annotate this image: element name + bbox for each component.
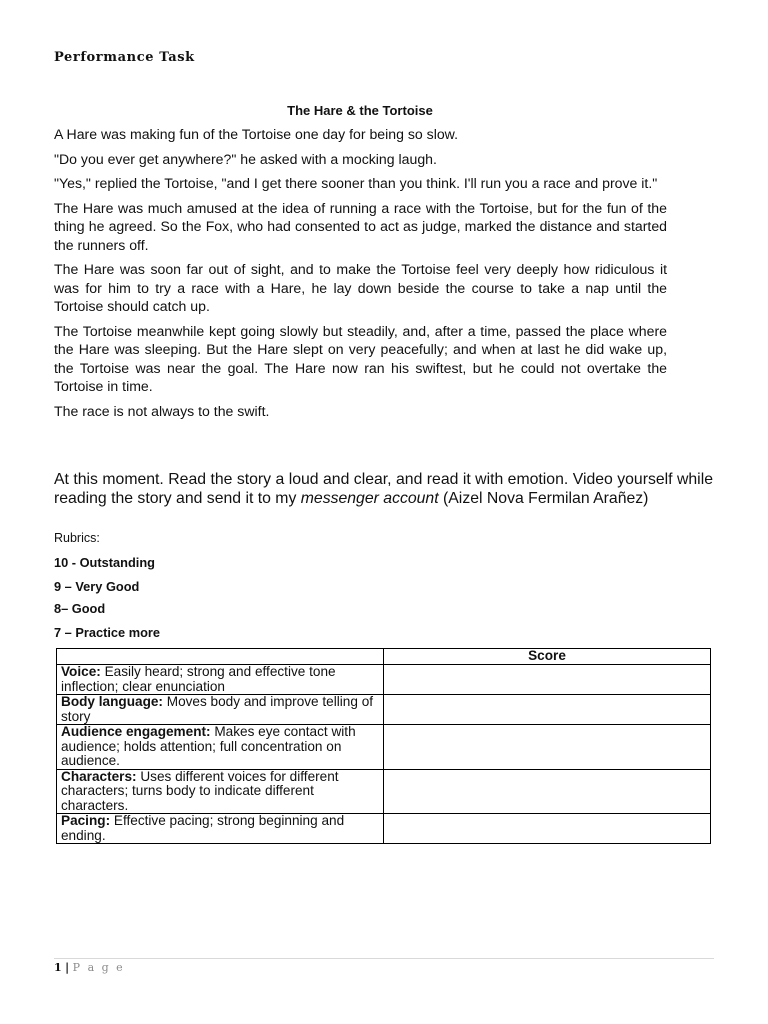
criterion-label: Audience engagement: xyxy=(61,724,211,739)
criterion-description: Effective pacing; strong beginning and ending. xyxy=(61,813,345,843)
criterion-cell xyxy=(57,665,384,695)
rubric-level-good: 8– Good xyxy=(54,601,106,616)
score-cell[interactable] xyxy=(384,814,711,844)
page-footer xyxy=(54,961,125,974)
page-heading: Performance Task xyxy=(54,50,195,65)
footer-separator: | xyxy=(65,961,70,974)
criterion-description: Uses different voices for different characters; turns body to indicate different characters. xyxy=(61,768,339,813)
criterion-label: Body language: xyxy=(61,694,163,709)
criterion-description: Easily heard; strong and effective tone inflection; clear enunciation xyxy=(61,664,336,694)
instruction-emphasis: messenger account xyxy=(300,490,439,507)
rubric-level-very-good: 9 – Very Good xyxy=(54,579,140,594)
table-row xyxy=(57,665,711,695)
table-header-row xyxy=(57,649,711,665)
criterion-cell xyxy=(57,725,384,770)
criterion-label: Pacing: xyxy=(61,813,111,828)
criterion-description: Moves body and improve telling of story xyxy=(61,694,374,724)
score-header: Score xyxy=(384,649,711,665)
table-row xyxy=(57,725,711,770)
criterion-cell xyxy=(57,814,384,844)
rubrics-label: Rubrics: xyxy=(54,531,100,545)
footer-divider xyxy=(54,958,714,959)
story-paragraph: "Yes," replied the Tortoise, "and I get there sooner than you think. I'll run you a race and prove it." xyxy=(54,175,658,191)
story-paragraph: The race is not always to the swift. xyxy=(54,402,270,419)
task-instruction xyxy=(54,470,713,508)
rubric-level-outstanding: 10 - Outstanding xyxy=(54,555,155,570)
page-word: P a g e xyxy=(72,961,125,974)
criterion-label: Voice: xyxy=(61,664,101,679)
score-cell[interactable] xyxy=(384,769,711,814)
story-paragraph: "Do you ever get anywhere?" he asked with a mocking laugh. xyxy=(54,150,437,167)
criteria-header-cell xyxy=(57,649,384,665)
story-paragraph: The Hare was much amused at the idea of running a race with the Tortoise, but for the fun of the thing he agreed. So the Fox, who had consented to act as judge, marked the distance and started the runners off. xyxy=(54,199,667,253)
rubric-level-practice-more: 7 – Practice more xyxy=(54,625,160,640)
story-paragraph: The Tortoise meanwhile kept going slowly but steadily, and, after a time, passed the place where the Hare was sleeping. But the Hare slept on very peacefully; and when at last he did wake up, the Tortoise was near the goal. The Hare now ran his swiftest, but he could not overtake the Tortoise in time. xyxy=(54,322,667,394)
table-row xyxy=(57,814,711,844)
table-row xyxy=(57,769,711,814)
instruction-text: At this moment. Read the story a loud and clear, and read it with emotion. Video yourself while reading the story and send it to my xyxy=(54,471,713,507)
criterion-cell xyxy=(57,695,384,725)
criterion-label: Characters: xyxy=(61,768,137,784)
page-number: 1 xyxy=(54,961,62,974)
score-cell[interactable] xyxy=(384,725,711,770)
instruction-contact: (Aizel Nova Fermilan Arañez) xyxy=(438,490,649,507)
score-cell[interactable] xyxy=(384,695,711,725)
story-paragraph: A Hare was making fun of the Tortoise one day for being so slow. xyxy=(54,126,458,142)
story-paragraph: The Hare was soon far out of sight, and to make the Tortoise feel very deeply how ridiculous it was for him to try a race with a Hare, he lay down beside the course to take a nap until the Tortoise should catch up. xyxy=(54,261,667,314)
rubric-table xyxy=(56,648,711,844)
criterion-description: Makes eye contact with audience; holds attention; full concentration on audience. xyxy=(61,724,356,768)
story-title: The Hare & the Tortoise xyxy=(287,103,433,118)
criterion-cell xyxy=(57,769,384,814)
table-row xyxy=(57,695,711,725)
story-body xyxy=(54,125,667,426)
score-cell[interactable] xyxy=(384,665,711,695)
